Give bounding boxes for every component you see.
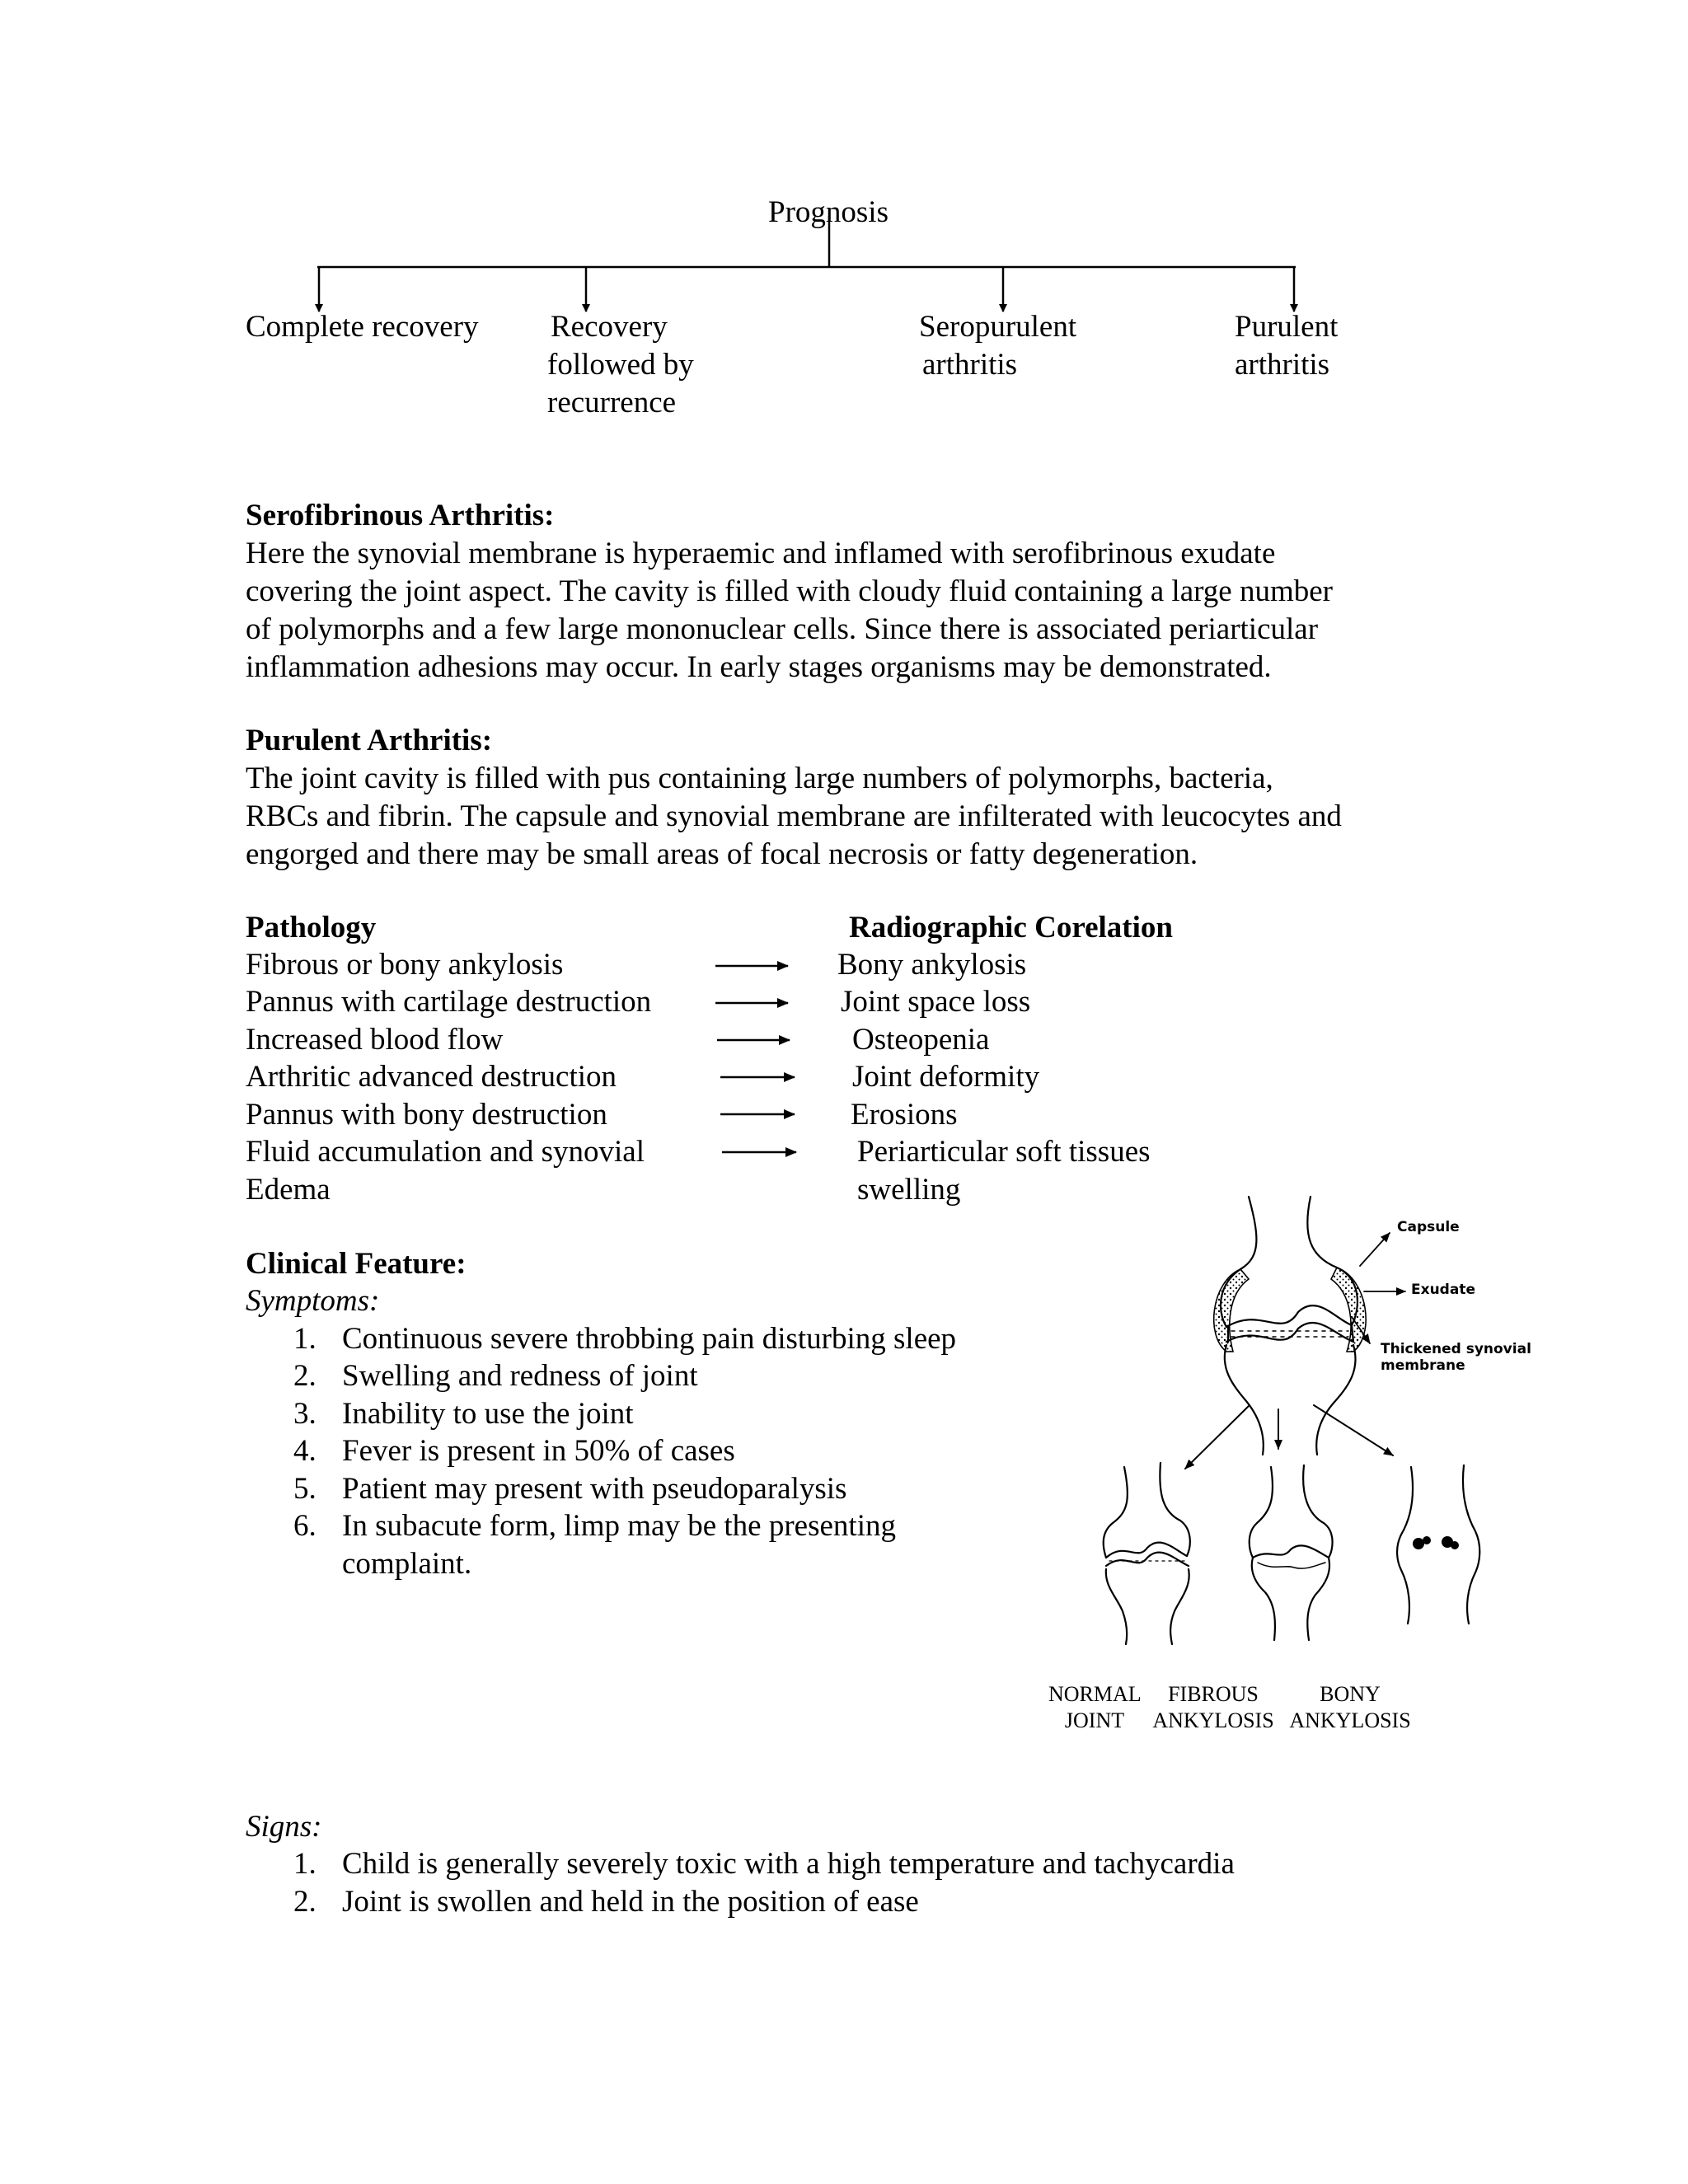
symptoms-label: Symptoms:: [246, 1284, 380, 1318]
caption-line: ANKYLOSIS: [1152, 1708, 1274, 1732]
section-heading: Purulent Arthritis:: [246, 724, 493, 757]
label-line: Thickened synovial: [1381, 1341, 1531, 1357]
list-item: Joint is swollen and held in the position of ease: [342, 1885, 919, 1919]
radiograph-item: Joint deformity: [852, 1060, 1040, 1094]
caption-line: BONY: [1320, 1682, 1381, 1706]
radiograph-item: swelling: [857, 1173, 961, 1207]
branch-line: arthritis: [1235, 348, 1330, 382]
paragraph-line: covering the joint aspect. The cavity is filled with cloudy fluid containing a large number: [246, 574, 1333, 608]
list-number: 3.: [293, 1397, 316, 1431]
branch-line: Complete recovery: [246, 310, 479, 344]
pathology-item: Increased blood flow: [246, 1023, 504, 1057]
caption-bony-ankylosis: [1288, 1681, 1412, 1734]
pathology-item: Pannus with cartilage destruction: [246, 985, 652, 1019]
paragraph-line: The joint cavity is filled with pus containing large numbers of polymorphs, bacteria,: [246, 762, 1273, 795]
caption-line: FIBROUS: [1168, 1682, 1259, 1706]
list-number: 1.: [293, 1847, 316, 1881]
paragraph-line: of polymorphs and a few large mononuclear cells. Since there is associated periarticular: [246, 612, 1319, 646]
caption-fibrous-ankylosis: [1151, 1681, 1275, 1734]
branch-line: arthritis: [922, 348, 1018, 382]
exudate-label: Exudate: [1411, 1282, 1475, 1298]
list-number: 1.: [293, 1322, 316, 1356]
pathology-heading: Pathology: [246, 911, 377, 944]
list-number: 5.: [293, 1472, 316, 1506]
branch-line: Seropurulent: [919, 310, 1077, 344]
list-number: 2.: [293, 1359, 316, 1393]
paragraph-line: Here the synovial membrane is hyperaemic and inflamed with serofibrinous exudate: [246, 537, 1276, 570]
paragraph-line: RBCs and fibrin. The capsule and synovial membrane are infilterated with leucocytes and: [246, 799, 1342, 833]
caption-line: JOINT: [1064, 1708, 1125, 1732]
caption-line: ANKYLOSIS: [1289, 1708, 1411, 1732]
branch-line: recurrence: [547, 386, 677, 419]
list-item: Child is generally severely toxic with a high temperature and tachycardia: [342, 1847, 1235, 1881]
list-item: complaint.: [342, 1547, 472, 1581]
capsule-label: Capsule: [1397, 1219, 1460, 1235]
paragraph-line: engorged and there may be small areas of focal necrosis or fatty degeneration.: [246, 837, 1198, 871]
radiograph-item: Bony ankylosis: [837, 948, 1027, 982]
fibrous-ankylosis-drawing: [1250, 1465, 1333, 1640]
outcome-arrow-icon: [1185, 1405, 1250, 1469]
branch-line: Purulent: [1235, 310, 1339, 344]
clinical-heading: Clinical Feature:: [246, 1247, 467, 1281]
branch-line: followed by: [547, 348, 694, 382]
pathology-item: Fibrous or bony ankylosis: [246, 948, 564, 982]
pathology-item: Arthritic advanced destruction: [246, 1060, 617, 1094]
caption-normal-joint: [1048, 1681, 1141, 1734]
list-item: Continuous severe throbbing pain disturbing sleep: [342, 1322, 957, 1356]
pathology-item: Fluid accumulation and synovial: [246, 1135, 645, 1169]
section-heading: Serofibrinous Arthritis:: [246, 499, 555, 532]
list-item: Fever is present in 50% of cases: [342, 1434, 735, 1468]
outcome-arrow-icon: [1314, 1405, 1393, 1455]
label-line: membrane: [1381, 1357, 1465, 1374]
synovial-membrane-label: [1381, 1341, 1531, 1374]
normal-joint-drawing: [1104, 1463, 1190, 1644]
list-number: 6.: [293, 1509, 316, 1543]
radiographic-heading: Radiographic Corelation: [849, 911, 1173, 944]
radiograph-item: Periarticular soft tissues: [857, 1135, 1151, 1169]
signs-label: Signs:: [246, 1810, 322, 1844]
list-number: 4.: [293, 1434, 316, 1468]
radiograph-item: Erosions: [851, 1098, 958, 1132]
radiograph-item: Osteopenia: [852, 1023, 990, 1057]
pathology-item: Edema: [246, 1173, 331, 1207]
radiograph-item: Joint space loss: [841, 985, 1031, 1019]
caption-line: NORMAL: [1048, 1682, 1142, 1706]
list-number: 2.: [293, 1885, 316, 1919]
bony-ankylosis-drawing: [1397, 1465, 1479, 1624]
list-item: Swelling and redness of joint: [342, 1359, 698, 1393]
list-item: In subacute form, limp may be the presenting: [342, 1509, 896, 1543]
list-item: Inability to use the joint: [342, 1397, 634, 1431]
prognosis-title: Prognosis: [768, 195, 889, 229]
branch-line: Recovery: [551, 310, 668, 344]
paragraph-line: inflammation adhesions may occur. In early stages organisms may be demonstrated.: [246, 650, 1272, 684]
pathology-item: Pannus with bony destruction: [246, 1098, 607, 1132]
inflamed-joint-drawing: [1214, 1197, 1405, 1455]
list-item: Patient may present with pseudoparalysis: [342, 1472, 847, 1506]
